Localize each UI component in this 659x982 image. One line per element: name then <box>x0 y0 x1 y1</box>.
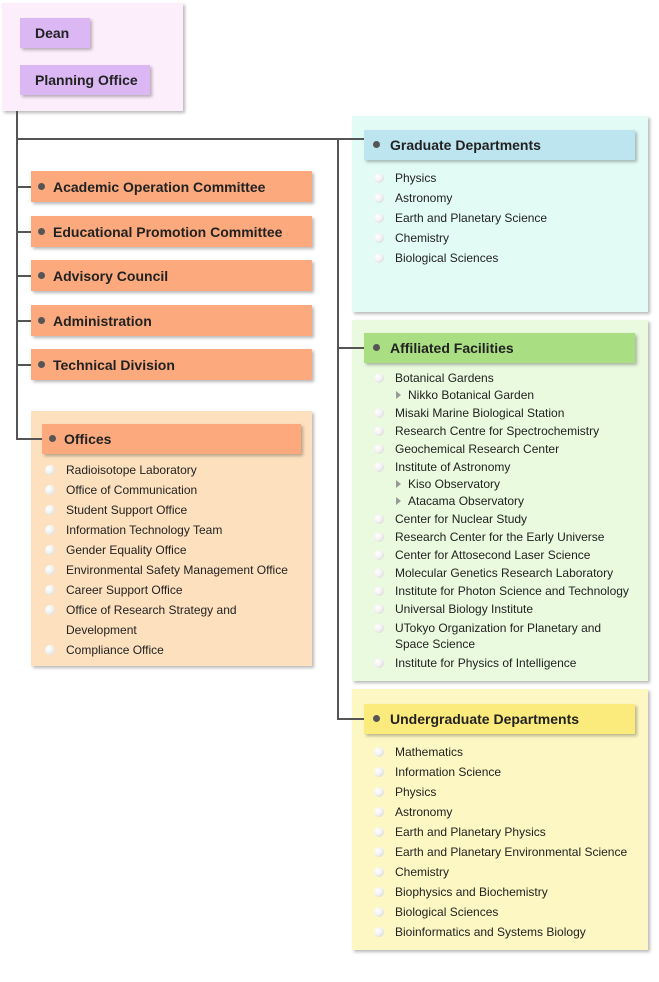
list-item-label: Physics <box>395 785 437 799</box>
triangle-icon <box>396 497 401 505</box>
undergraduate-list <box>374 742 644 942</box>
list-item <box>374 822 644 842</box>
list-item-label: Misaki Marine Biological Station <box>395 406 565 420</box>
offices-list <box>45 460 305 660</box>
list-item <box>374 842 644 862</box>
list-item <box>374 422 639 440</box>
list-item <box>374 546 639 564</box>
dot-undergraduate <box>373 715 380 722</box>
bullet-icon <box>374 907 384 917</box>
bullet-icon <box>374 747 384 757</box>
undergraduate-header: Undergraduate Departments <box>364 704 635 734</box>
bullet-icon <box>374 807 384 817</box>
bullet-icon <box>374 847 384 857</box>
bullet-icon <box>45 525 55 535</box>
list-item-label: Radioisotope Laboratory <box>66 463 197 477</box>
list-item <box>45 500 305 520</box>
list-item-label: Atacama Observatory <box>408 494 525 508</box>
list-item-label: Chemistry <box>395 231 450 245</box>
dot-technical <box>38 361 45 368</box>
bullet-icon <box>374 867 384 877</box>
list-item <box>374 762 644 782</box>
bullet-icon <box>374 927 384 937</box>
committee-educational-promotion: Educational Promotion Committee <box>31 216 312 247</box>
list-subitem <box>374 493 639 510</box>
list-item <box>45 560 305 580</box>
dean-box: Dean <box>20 18 90 48</box>
list-item-label: Institute for Physics of Intelligence <box>395 656 577 670</box>
bullet-icon <box>374 233 384 243</box>
list-item <box>374 404 639 422</box>
list-item <box>374 600 639 618</box>
bullet-icon <box>374 514 384 524</box>
list-item-label: Environmental Safety Management Office <box>66 563 288 577</box>
administration: Administration <box>31 305 312 336</box>
list-item-label: Bioinformatics and Systems Biology <box>395 925 586 939</box>
list-item-label: Center for Attosecond Laser Science <box>395 548 591 562</box>
list-item-label: Research Center for the Early Universe <box>395 530 605 544</box>
bullet-icon <box>45 605 55 615</box>
bullet-icon <box>374 173 384 183</box>
list-item <box>374 440 639 458</box>
list-item-label: Center for Nuclear Study <box>395 512 528 526</box>
list-item-label: Nikko Botanical Garden <box>408 388 535 402</box>
dot-affiliated <box>373 344 380 351</box>
bullet-icon <box>45 585 55 595</box>
bullet-icon <box>374 787 384 797</box>
bullet-icon <box>374 408 384 418</box>
bullet-icon <box>374 253 384 263</box>
bullet-icon <box>45 645 55 655</box>
list-item <box>374 168 639 188</box>
list-item <box>45 600 251 640</box>
bullet-icon <box>374 623 384 633</box>
bullet-icon <box>45 545 55 555</box>
list-item-label: Office of Research Strategy and Development <box>66 603 237 637</box>
list-item-label: Research Centre for Spectrochemistry <box>395 424 600 438</box>
list-item <box>374 188 639 208</box>
list-item <box>45 640 305 660</box>
list-item <box>374 618 617 654</box>
list-item <box>374 208 639 228</box>
list-item-label: Physics <box>395 171 437 185</box>
bullet-icon <box>374 426 384 436</box>
list-item-label: Universal Biology Institute <box>395 602 534 616</box>
list-item-label: Kiso Observatory <box>408 477 501 491</box>
bullet-icon <box>374 568 384 578</box>
list-item <box>374 654 639 672</box>
list-item-label: Geochemical Research Center <box>395 442 560 456</box>
bullet-icon <box>374 462 384 472</box>
list-subitem <box>374 387 639 404</box>
list-item <box>374 802 644 822</box>
bullet-icon <box>374 373 384 383</box>
list-item-label: Career Support Office <box>66 583 183 597</box>
list-item-label: Mathematics <box>395 745 464 759</box>
list-item <box>374 782 644 802</box>
list-item <box>374 248 639 268</box>
list-item <box>374 882 644 902</box>
list-item <box>45 520 305 540</box>
list-item <box>45 460 305 480</box>
dot-graduate <box>373 141 380 148</box>
list-item <box>374 862 644 882</box>
bullet-icon <box>374 887 384 897</box>
bullet-icon <box>45 565 55 575</box>
list-item-label: Student Support Office <box>66 503 188 517</box>
offices-header: Offices <box>42 424 301 454</box>
dot-educational <box>38 228 45 235</box>
list-item-label: Institute of Astronomy <box>395 460 511 474</box>
committee-academic-operation: Academic Operation Committee <box>31 171 312 202</box>
bullet-icon <box>374 532 384 542</box>
bullet-icon <box>374 827 384 837</box>
list-item <box>45 480 305 500</box>
bullet-icon <box>374 658 384 668</box>
dot-administration <box>38 317 45 324</box>
list-item <box>374 369 639 387</box>
list-item-label: Earth and Planetary Science <box>395 211 548 225</box>
list-item <box>45 580 305 600</box>
triangle-icon <box>396 480 401 488</box>
list-item-label: Earth and Planetary Physics <box>395 825 546 839</box>
graduate-header: Graduate Departments <box>364 130 635 160</box>
list-item-label: Biological Sciences <box>395 905 499 919</box>
list-item <box>374 458 639 476</box>
technical-division: Technical Division <box>31 349 312 380</box>
dot-academic <box>38 183 45 190</box>
list-item-label: Gender Equality Office <box>66 543 187 557</box>
graduate-list <box>374 168 639 268</box>
planning-office-box: Planning Office <box>20 65 150 95</box>
list-item <box>374 528 639 546</box>
bullet-icon <box>374 767 384 777</box>
list-item-label: Information Science <box>395 765 502 779</box>
dot-advisory <box>38 272 45 279</box>
list-item-label: Molecular Genetics Research Laboratory <box>395 566 614 580</box>
list-item-label: Office of Communication <box>66 483 198 497</box>
bullet-icon <box>374 444 384 454</box>
list-item <box>374 902 644 922</box>
list-item-label: UTokyo Organization for Planetary and Space Science <box>395 621 602 651</box>
list-item <box>374 922 644 942</box>
dot-offices <box>49 435 56 442</box>
list-item-label: Astronomy <box>395 191 453 205</box>
list-item-label: Compliance Office <box>66 643 164 657</box>
triangle-icon <box>396 391 401 399</box>
list-item-label: Biological Sciences <box>395 251 499 265</box>
list-item <box>374 510 639 528</box>
list-item-label: Chemistry <box>395 865 450 879</box>
list-item-label: Botanical Gardens <box>395 371 494 385</box>
top-horizontal-line <box>16 138 375 140</box>
bullet-icon <box>374 193 384 203</box>
right-vertical-line <box>337 139 339 719</box>
bullet-icon <box>45 465 55 475</box>
list-item-label: Institute for Photon Science and Technology <box>395 584 629 598</box>
list-item <box>374 228 639 248</box>
affiliated-list <box>374 369 639 672</box>
list-item <box>374 582 639 600</box>
list-item <box>374 742 644 762</box>
bullet-icon <box>45 505 55 515</box>
bullet-icon <box>374 550 384 560</box>
bullet-icon <box>374 586 384 596</box>
list-item <box>45 540 305 560</box>
bullet-icon <box>374 213 384 223</box>
bullet-icon <box>374 604 384 614</box>
list-item-label: Astronomy <box>395 805 453 819</box>
bullet-icon <box>45 485 55 495</box>
affiliated-header: Affiliated Facilities <box>364 333 635 363</box>
list-item <box>374 564 639 582</box>
list-item-label: Information Technology Team <box>66 523 223 537</box>
advisory-council: Advisory Council <box>31 260 312 291</box>
list-item-label: Biophysics and Biochemistry <box>395 885 548 899</box>
list-subitem <box>374 476 639 493</box>
list-item-label: Earth and Planetary Environmental Science <box>395 845 628 859</box>
